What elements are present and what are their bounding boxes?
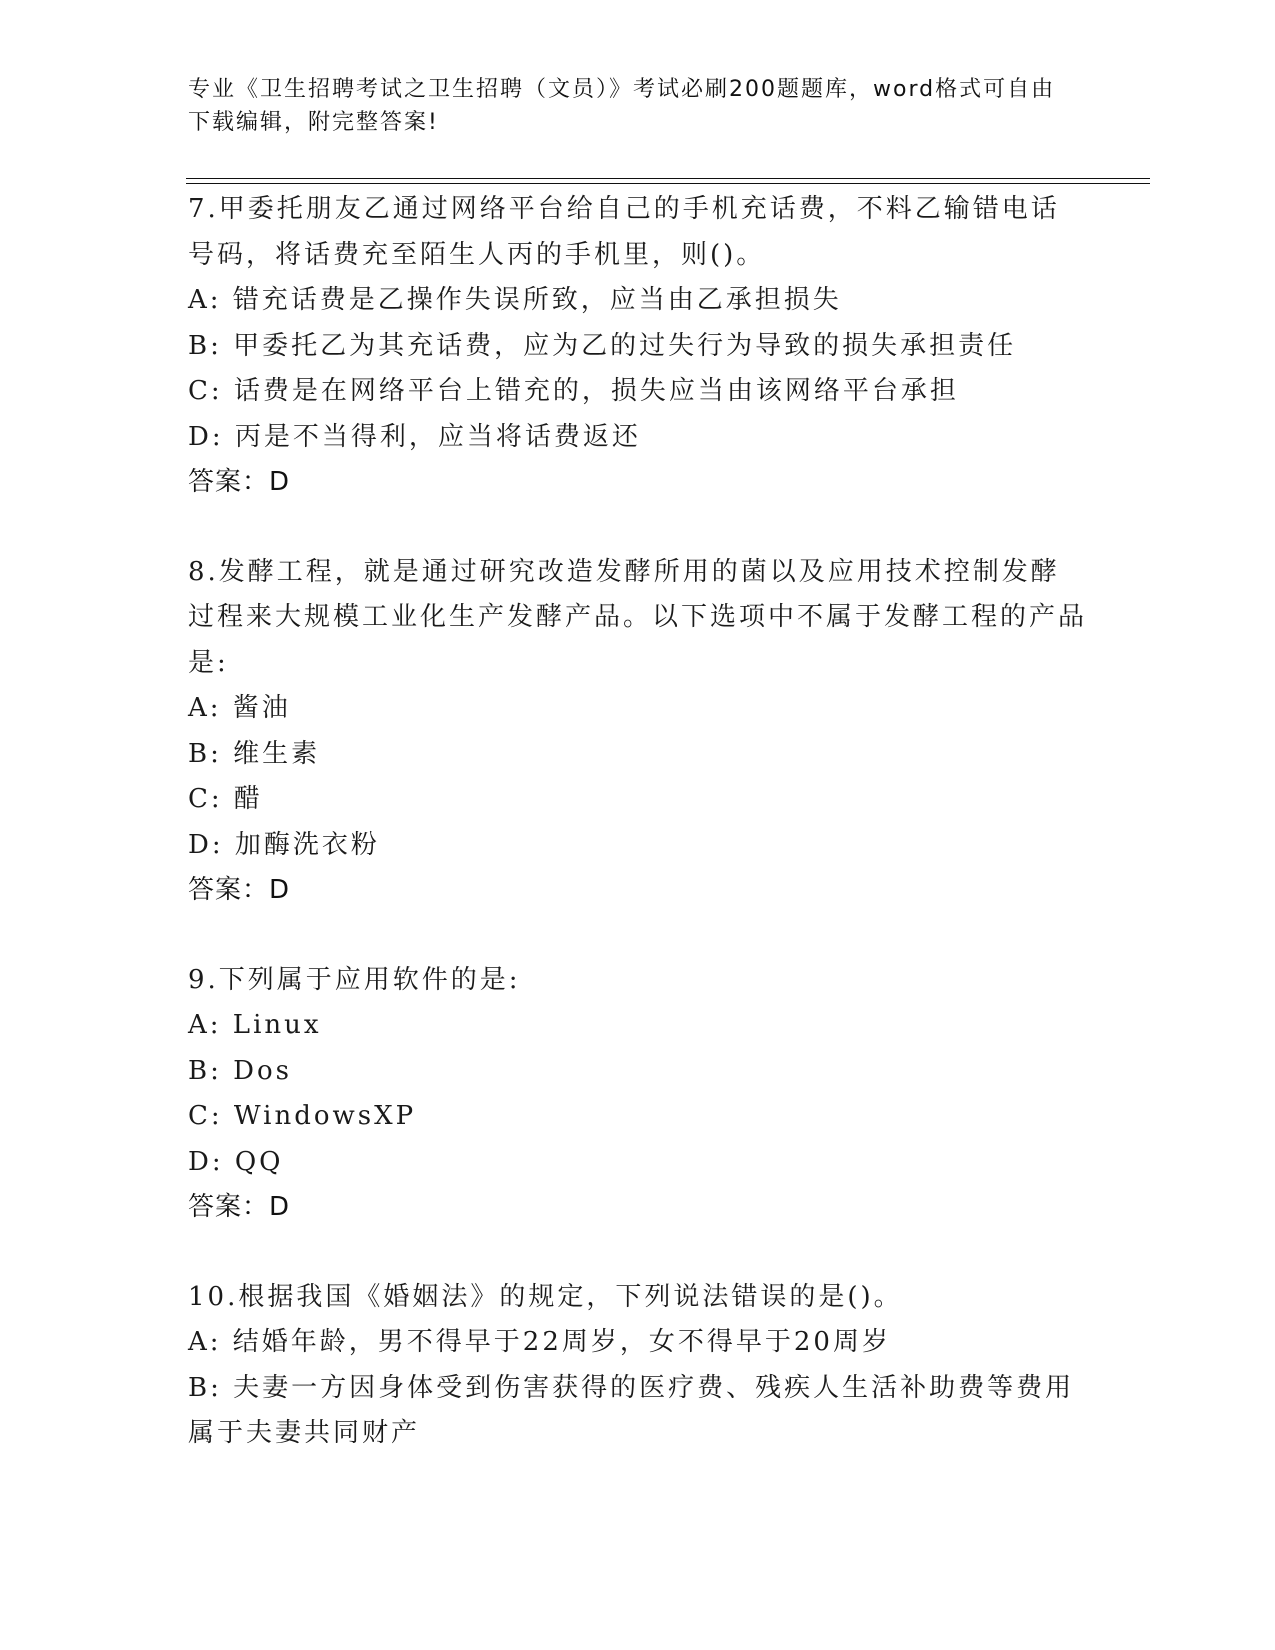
document-header: 专业《卫生招聘考试之卫生招聘（文员）》考试必刷200题题库，word格式可自由下载编辑，附完整答案! — [188, 77, 1056, 135]
option-b: B: 维生素 — [188, 738, 321, 769]
spacer — [188, 506, 1088, 550]
option-d: D: 丙是不当得利，应当将话费返还 — [188, 421, 641, 452]
question-stem: 10.根据我国《婚姻法》的规定，下列说法错误的是()。 — [188, 1281, 903, 1312]
question-list — [188, 187, 1088, 1457]
question-stem: 8.发酵工程，就是通过研究改造发酵所用的菌以及应用技术控制发酵过程来大规模工业化生产发酵产品。以下选项中不属于发酵工程的产品是: — [188, 556, 1088, 678]
option-a: A: Linux — [188, 1010, 322, 1040]
option-a: A: 结婚年龄，男不得早于22周岁，女不得早于20周岁 — [188, 1327, 891, 1357]
option-d: D: QQ — [188, 1146, 284, 1177]
option-b: B: Dos — [188, 1055, 292, 1086]
option-a: A: 酱油 — [188, 693, 291, 723]
question-8 — [188, 550, 1088, 914]
option-c: C: 话费是在网络平台上错充的，损失应当由该网络平台承担 — [188, 376, 959, 406]
question-stem: 7.甲委托朋友乙通过网络平台给自己的手机充话费，不料乙输错电话号码，将话费充至陌生人丙的手机里，则()。 — [188, 194, 1060, 270]
option-b: B: 夫妻一方因身体受到伤害获得的医疗费、残疾人生活补助费等费用属于夫妻共同财产 — [188, 1372, 1075, 1448]
answer: 答案：D — [188, 467, 291, 497]
option-b: B: 甲委托乙为其充话费，应为乙的过失行为导致的损失承担责任 — [188, 330, 1017, 361]
spacer — [188, 1231, 1088, 1275]
header-rule-top — [186, 178, 1150, 179]
question-stem: 9.下列属于应用软件的是: — [188, 964, 521, 995]
option-a: A: 错充话费是乙操作失误所致，应当由乙承担损失 — [188, 285, 842, 315]
spacer — [188, 914, 1088, 958]
option-d: D: 加酶洗衣粉 — [188, 829, 380, 860]
option-c: C: 醋 — [188, 784, 263, 814]
answer: 答案：D — [188, 875, 291, 905]
header-rule-bottom — [186, 183, 1150, 184]
option-c: C: WindowsXP — [188, 1101, 417, 1131]
question-10 — [188, 1275, 1088, 1457]
answer: 答案：D — [188, 1192, 291, 1222]
question-9 — [188, 958, 1088, 1231]
question-7 — [188, 187, 1088, 506]
